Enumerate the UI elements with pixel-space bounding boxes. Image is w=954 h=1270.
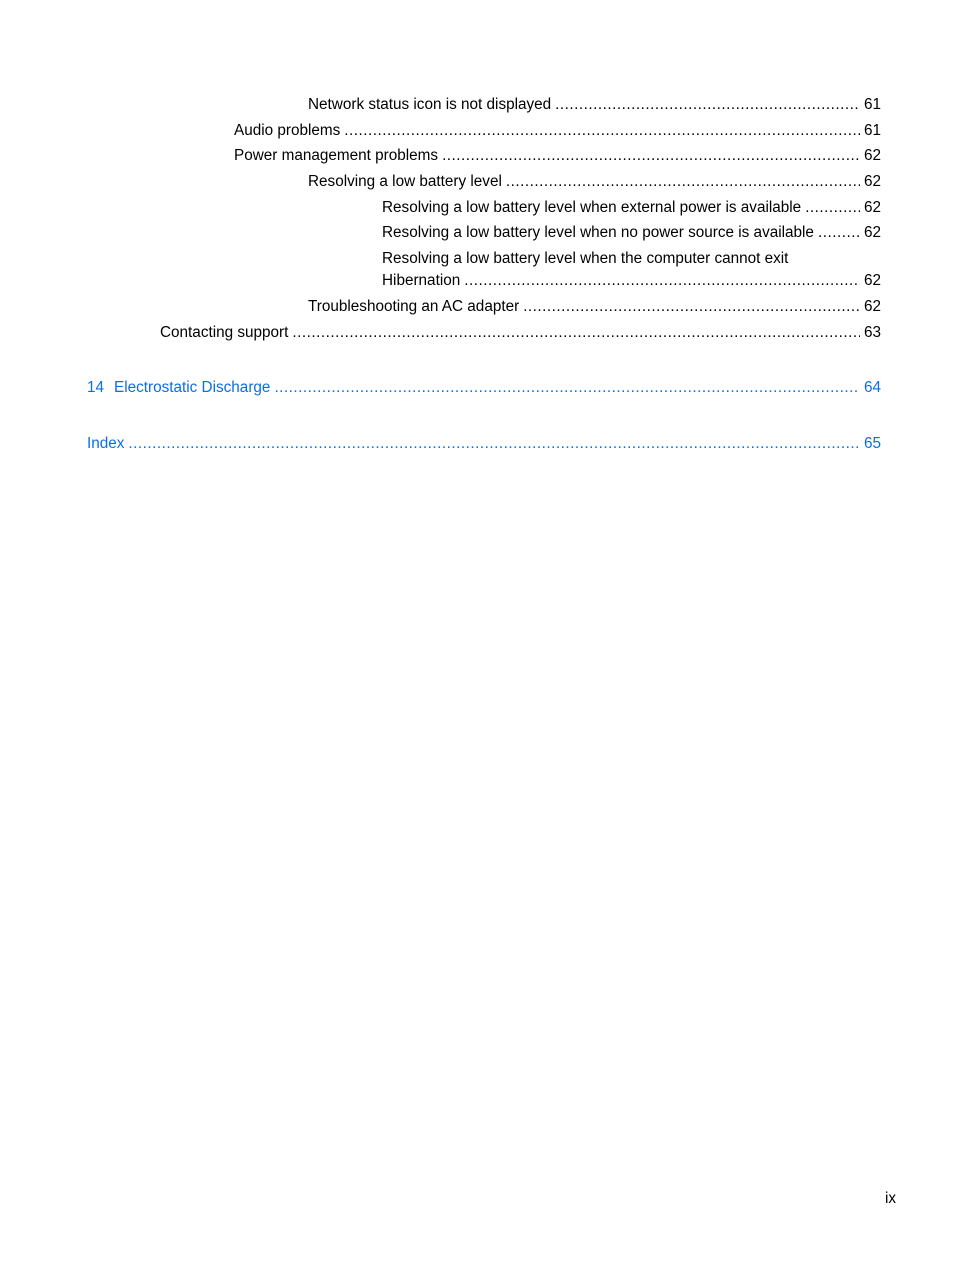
- toc-entry[interactable]: [308, 94, 881, 116]
- dot-leader: [805, 197, 860, 219]
- toc-entry-title: Resolving a low battery level: [308, 173, 502, 190]
- toc-entry-page: 62: [863, 298, 881, 315]
- toc-index-link[interactable]: [87, 433, 881, 455]
- toc-entry-page: 61: [863, 96, 881, 113]
- toc-entry[interactable]: [382, 197, 881, 219]
- toc-entry-title: Resolving a low battery level when external power is available: [382, 199, 802, 216]
- dot-leader: [818, 222, 860, 244]
- toc-entry-title-line2: Hibernation: [382, 272, 461, 289]
- toc-entry[interactable]: [160, 322, 881, 344]
- toc-entry[interactable]: [234, 120, 881, 142]
- dot-leader: [442, 145, 860, 167]
- toc-entry[interactable]: [234, 145, 881, 167]
- toc-entry-page: 61: [863, 122, 881, 139]
- toc-entry-page: 62: [863, 173, 881, 190]
- dot-leader: [344, 120, 860, 142]
- toc-chapter-page: 64: [863, 379, 881, 396]
- toc-entry[interactable]: [382, 270, 881, 292]
- toc-entry-page: 63: [863, 324, 881, 341]
- toc-chapter-page: 65: [863, 435, 881, 452]
- page-number: ix: [884, 1190, 896, 1207]
- toc-entry-title: Resolving a low battery level when no power source is available: [382, 224, 814, 241]
- chapter-name: Electrostatic Discharge: [114, 379, 271, 396]
- toc-entry-page: 62: [863, 199, 881, 216]
- dot-leader: [292, 322, 860, 344]
- dot-leader: [274, 377, 860, 399]
- toc-chapter-title: [87, 377, 274, 399]
- toc-entry-page: 62: [863, 147, 881, 164]
- toc-entry[interactable]: [382, 222, 881, 244]
- toc-chapter-title: Index: [87, 435, 125, 452]
- toc-entry-title-line1[interactable]: Resolving a low battery level when the computer cannot exit: [382, 250, 789, 267]
- toc-entry-page: 62: [863, 272, 881, 289]
- dot-leader: [464, 270, 860, 292]
- dot-leader: [523, 296, 860, 318]
- toc-entry[interactable]: [308, 171, 881, 193]
- toc-entry[interactable]: [308, 296, 881, 318]
- dot-leader: [128, 433, 860, 455]
- toc-entry-title: Network status icon is not displayed: [308, 96, 552, 113]
- chapter-number: 14: [87, 379, 105, 396]
- toc-entry-title: Audio problems: [234, 122, 341, 139]
- toc-entry-title: Contacting support: [160, 324, 289, 341]
- dot-leader: [506, 171, 860, 193]
- dot-leader: [555, 94, 860, 116]
- toc-entry-title: Power management problems: [234, 147, 439, 164]
- toc-chapter-link[interactable]: [87, 377, 881, 399]
- toc-entry-title: Troubleshooting an AC adapter: [308, 298, 520, 315]
- toc-entry-page: 62: [863, 224, 881, 241]
